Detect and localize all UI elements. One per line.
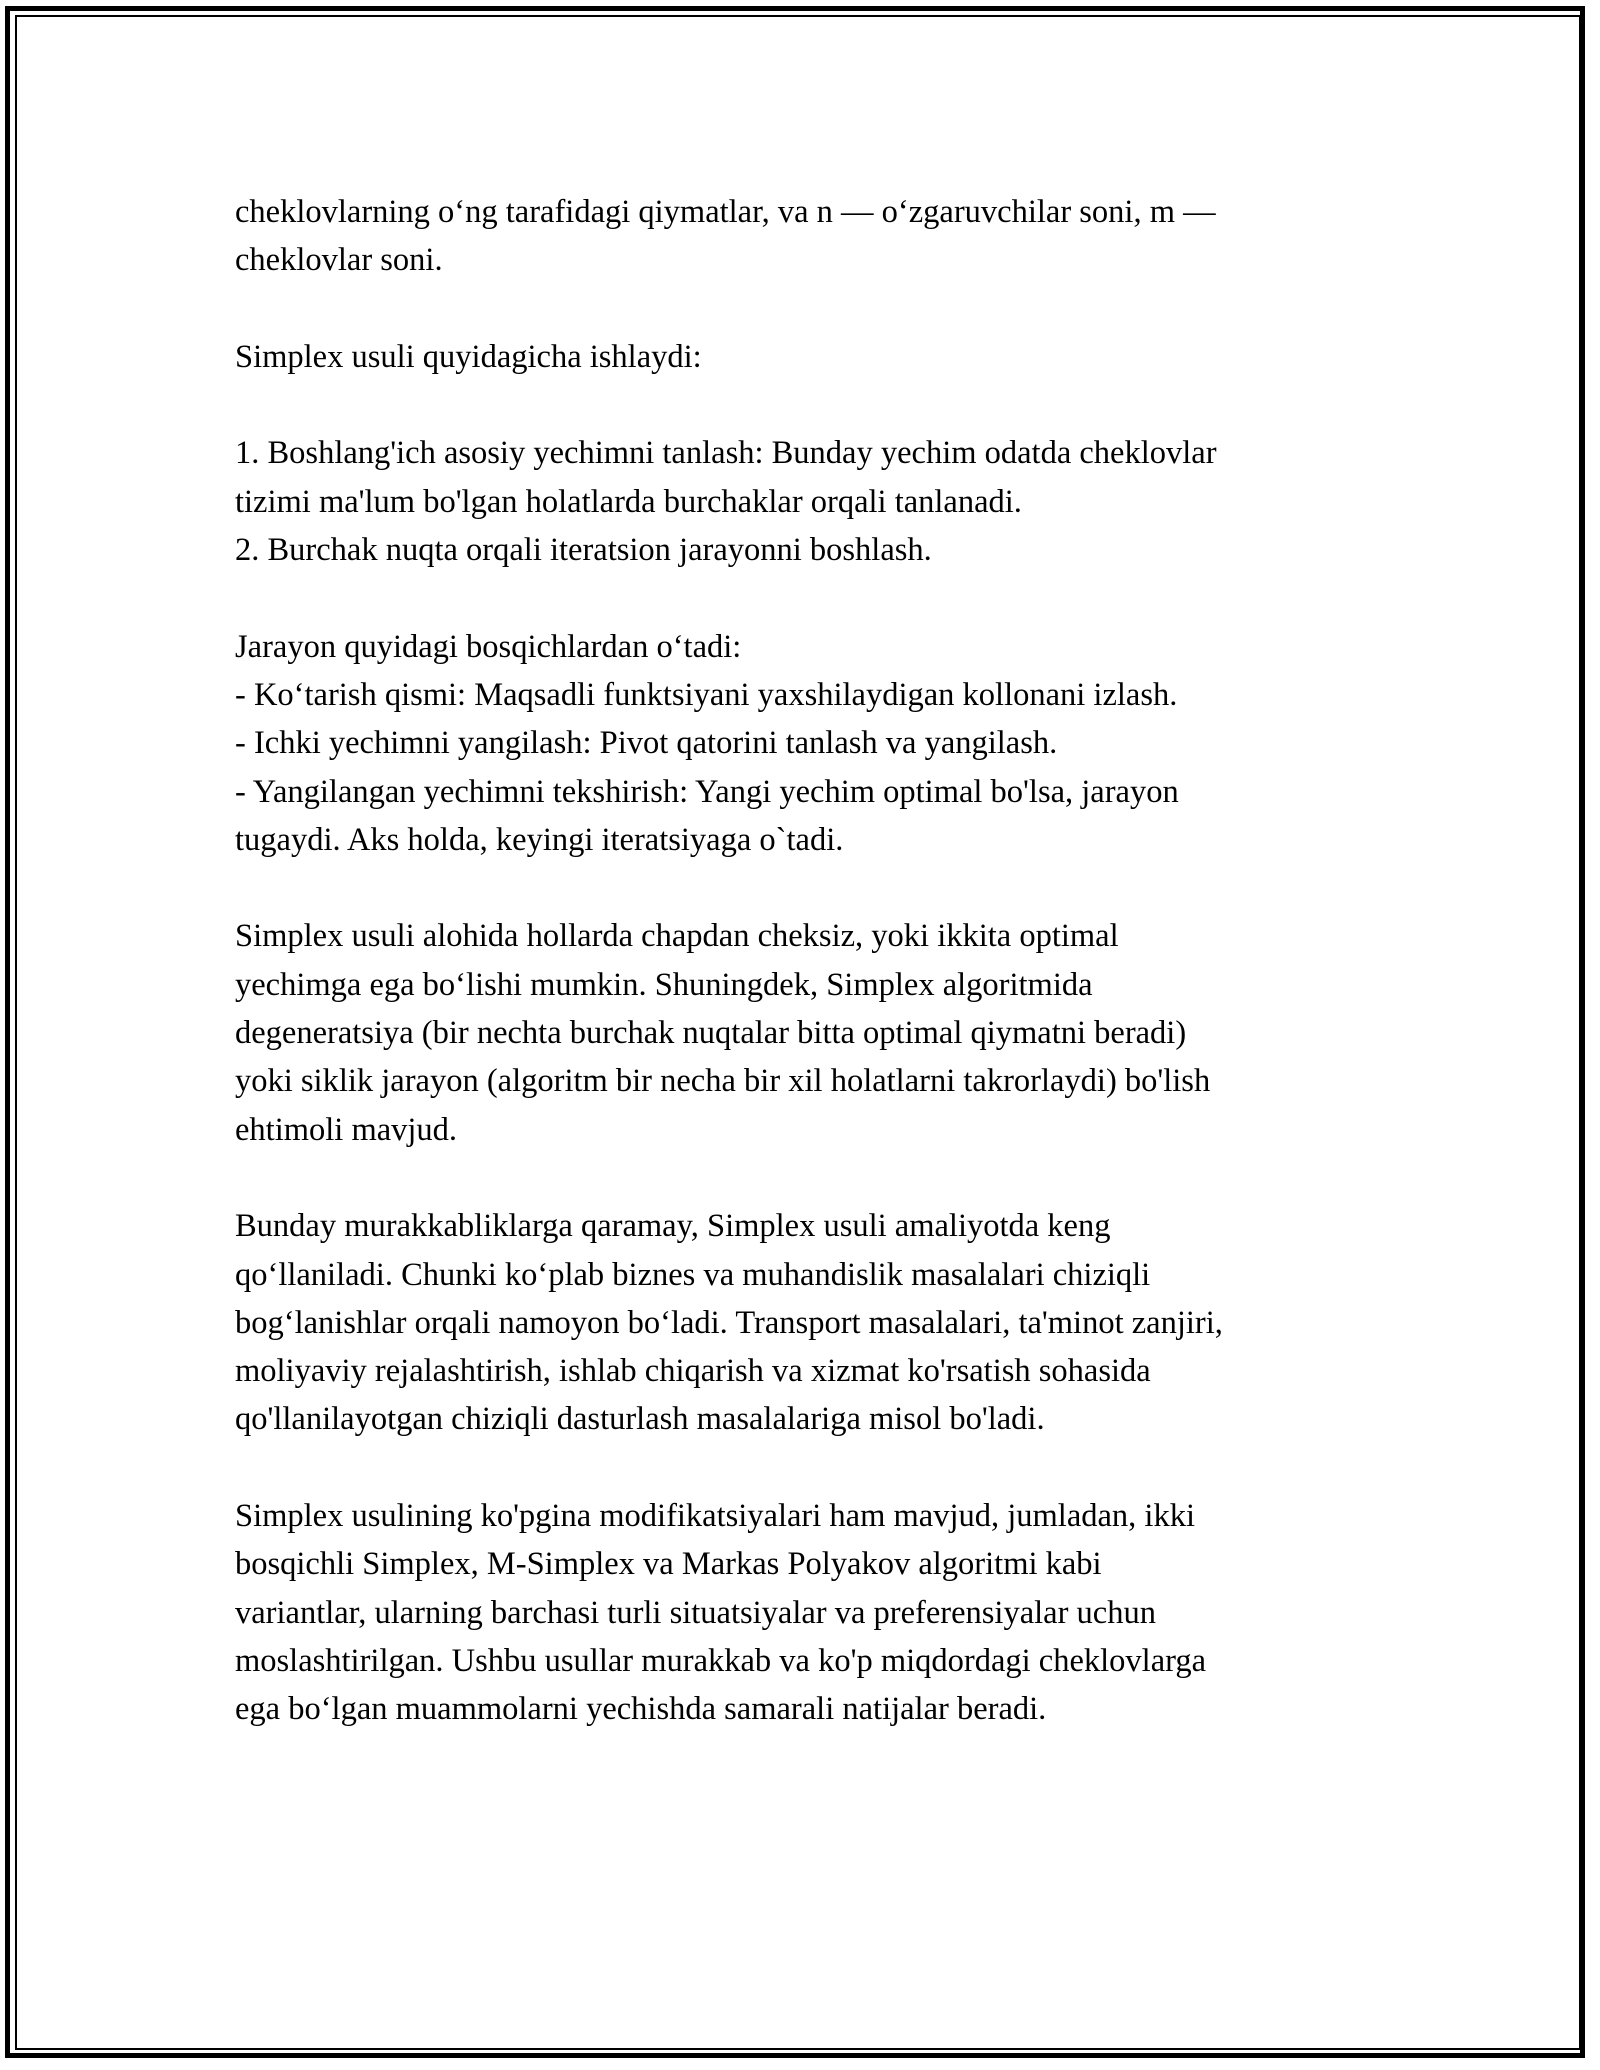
text-line: tizimi ma'lum bo'lgan holatlarda burchaklar orqali tanlanadi.: [235, 483, 1022, 520]
text-line: bog‘lanishlar orqali namoyon bo‘ladi. Transport masalalari, ta'minot zanjiri,: [235, 1304, 1223, 1341]
text-line: Bunday murakkabliklarga qaramay, Simplex usuli amaliyotda keng: [235, 1208, 1111, 1245]
paragraph: [235, 429, 1365, 574]
text-line: Jarayon quyidagi bosqichlardan o‘tadi:: [235, 628, 742, 665]
text-line: 1. Boshlang'ich asosiy yechimni tanlash: Bunday yechim odatda cheklovlar: [235, 435, 1217, 472]
text-line: moliyaviy rejalashtirish, ishlab chiqarish va xizmat ko'rsatish sohasida: [235, 1353, 1151, 1390]
text-line: moslashtirilgan. Ushbu usullar murakkab va ko'p miqdordagi cheklovlarga: [235, 1642, 1207, 1679]
paragraph: [235, 912, 1365, 1153]
text-line: - Ko‘tarish qismi: Maqsadli funktsiyani yaxshilaydigan kollonani izlash.: [235, 676, 1178, 713]
text-line: Simplex usuli quyidagicha ishlaydi:: [235, 338, 702, 375]
text-line: cheklovlarning o‘ng tarafidagi qiymatlar, va n — o‘zgaruvchilar soni, m —: [235, 194, 1216, 230]
text-line: degeneratsiya (bir nechta burchak nuqtalar bitta optimal qiymatni beradi): [235, 1015, 1187, 1052]
paragraph: [235, 623, 1365, 864]
paragraph: [235, 1202, 1365, 1443]
paragraph: [235, 333, 1365, 381]
text-line: bosqichli Simplex, M-Simplex va Markas Polyakov algoritmi kabi: [235, 1546, 1102, 1583]
text-line: tugaydi. Aks holda, keyingi iteratsiyaga o`tadi.: [235, 821, 844, 858]
text-line: cheklovlar soni.: [235, 242, 443, 279]
text-line: yoki siklik jarayon (algoritm bir necha bir xil holatlarni takrorlaydi) bo'lish: [235, 1063, 1211, 1100]
text-line: qo‘llaniladi. Chunki ko‘plab biznes va muhandislik masalalari chiziqli: [235, 1256, 1151, 1293]
text-line: ehtimoli mavjud.: [235, 1111, 458, 1148]
text-line: - Ichki yechimni yangilash: Pivot qatorini tanlash va yangilash.: [235, 725, 1058, 762]
text-line: 2. Burchak nuqta orqali iteratsion jarayonni boshlash.: [235, 532, 932, 569]
document-body: [235, 188, 1365, 1782]
text-line: ega bo‘lgan muammolarni yechishda samarali natijalar beradi.: [235, 1691, 1047, 1728]
text-line: yechimga ega bo‘lishi mumkin. Shuningdek, Simplex algoritmida: [235, 966, 1093, 1003]
paragraph: [235, 188, 1365, 285]
text-line: Simplex usulining ko'pgina modifikatsiyalari ham mavjud, jumladan, ikki: [235, 1498, 1195, 1535]
text-line: variantlar, ularning barchasi turli situatsiyalar va preferensiyalar uchun: [235, 1594, 1156, 1631]
paragraph: [235, 1492, 1365, 1733]
text-line: qo'llanilayotgan chiziqli dasturlash masalalariga misol bo'ladi.: [235, 1401, 1045, 1438]
text-line: Simplex usuli alohida hollarda chapdan cheksiz, yoki ikkita optimal: [235, 918, 1119, 955]
text-line: - Yangilangan yechimni tekshirish: Yangi yechim optimal bo'lsa, jarayon: [235, 773, 1179, 810]
